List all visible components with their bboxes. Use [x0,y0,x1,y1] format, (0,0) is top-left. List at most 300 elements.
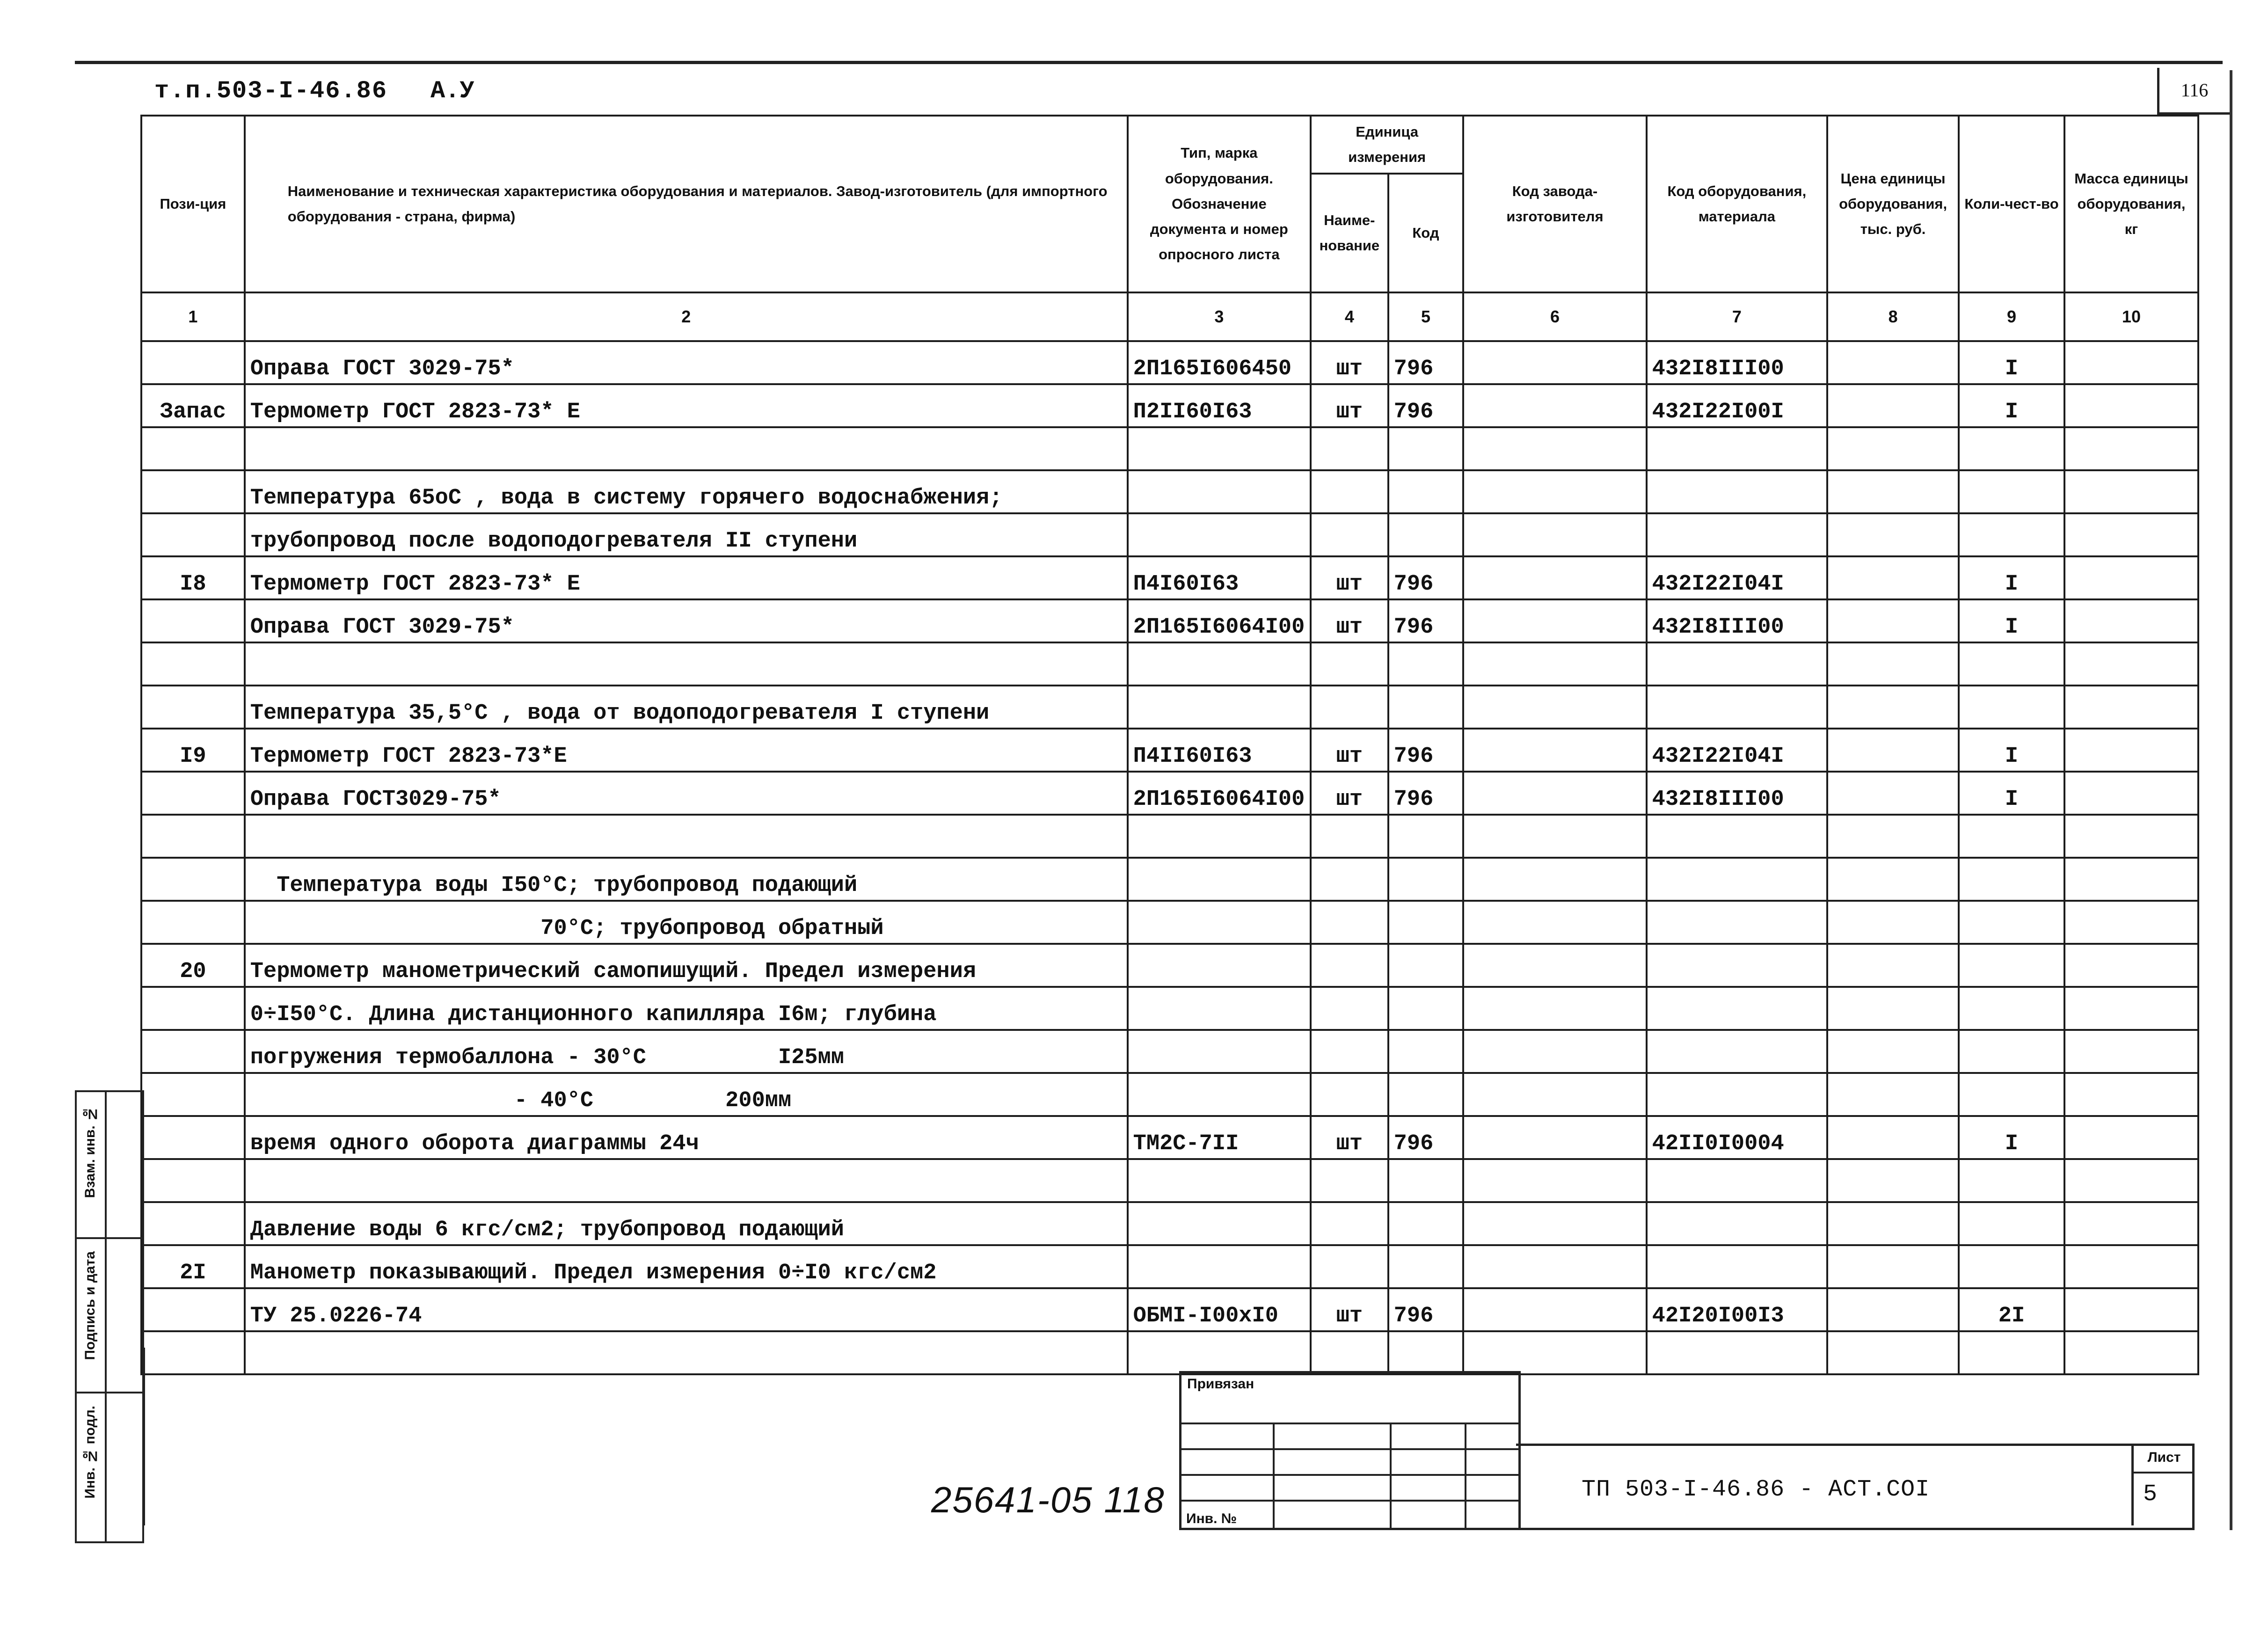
cell-mass [2064,1202,2198,1245]
cell-price [1827,901,1959,944]
cell-type: П4I60I63 [1128,556,1311,599]
cell-mass [2064,556,2198,599]
cell-plant-code [1463,858,1646,901]
cell-position [141,1116,245,1159]
cell-price [1827,513,1959,556]
col-num: 5 [1388,292,1464,341]
strip-divider [77,1237,142,1239]
cell-type [1128,1202,1311,1245]
cell-equipment-code [1647,1159,1827,1202]
cell-name: Оправа ГОСТ 3029-75* [245,341,1128,384]
cell-position [141,599,245,642]
cell-plant-code [1463,556,1646,599]
cell-equipment-code: 432I22I00I [1647,384,1827,427]
cell-equipment-code [1647,944,1827,987]
cell-unit [1311,470,1388,513]
cell-quantity [1959,901,2064,944]
frame-right-line [2230,70,2232,1530]
cell-unit-code: 796 [1388,729,1464,772]
table-row [141,513,2198,556]
col-title-position: Пози-ция [141,116,245,292]
cell-plant-code [1463,987,1646,1030]
cell-unit-code [1388,427,1464,470]
cell-mass [2064,686,2198,729]
cell-position [141,815,245,858]
cell-equipment-code: 42II0I0004 [1647,1116,1827,1159]
cell-unit [1311,987,1388,1030]
cell-quantity [1959,427,2064,470]
cell-unit-code: 796 [1388,341,1464,384]
cell-plant-code [1463,815,1646,858]
stamp-line [1181,1422,1518,1424]
col-num: 1 [141,292,245,341]
cell-unit-code [1388,901,1464,944]
cell-mass [2064,642,2198,686]
cell-mass [2064,1245,2198,1288]
cell-unit-code: 796 [1388,772,1464,815]
cell-quantity [1959,1245,2064,1288]
cell-type: П4II60I63 [1128,729,1311,772]
cell-position [141,987,245,1030]
cell-type [1128,1245,1311,1288]
cell-unit [1311,1030,1388,1073]
cell-unit-code [1388,815,1464,858]
cell-name [245,642,1128,686]
table-row [141,686,2198,729]
col-num: 3 [1128,292,1311,341]
col-num: 2 [245,292,1128,341]
col-title-quantity: Коли-чест-во [1959,116,2064,292]
cell-unit: шт [1311,341,1388,384]
table-row [141,1073,2198,1116]
table-row [141,729,2198,772]
cell-unit-code [1388,987,1464,1030]
cell-equipment-code [1647,642,1827,686]
cell-price [1827,384,1959,427]
cell-position [141,1030,245,1073]
cell-type [1128,815,1311,858]
cell-plant-code [1463,772,1646,815]
cell-equipment-code: 432I22I04I [1647,556,1827,599]
cell-unit-code [1388,642,1464,686]
cell-mass [2064,858,2198,901]
table-row [141,1159,2198,1202]
cell-unit-code: 796 [1388,599,1464,642]
cell-mass [2064,729,2198,772]
binding-stamp [1179,1371,1521,1530]
cell-unit: шт [1311,772,1388,815]
table-row [141,341,2198,384]
cell-quantity [1959,815,2064,858]
cell-name [245,815,1128,858]
cell-name: Температура 35,5°С , вода от водоподогревателя I ступени [245,686,1128,729]
header-doc-code: т.п.503-I-46.86 [154,77,388,105]
cell-equipment-code: 432I8III00 [1647,341,1827,384]
cell-position [141,1073,245,1116]
cell-equipment-code [1647,686,1827,729]
cell-equipment-code [1647,1202,1827,1245]
cell-position: I8 [141,556,245,599]
cell-quantity: I [1959,341,2064,384]
cell-price [1827,599,1959,642]
cell-quantity: 2I [1959,1288,2064,1331]
table-row [141,901,2198,944]
strip-divider [77,1392,142,1393]
cell-plant-code [1463,1073,1646,1116]
cell-quantity: I [1959,384,2064,427]
specification-body [141,341,2198,1374]
cell-equipment-code: 42I20I00I3 [1647,1288,1827,1331]
cell-equipment-code [1647,987,1827,1030]
cell-unit [1311,686,1388,729]
stamp-line [1181,1448,1518,1450]
cell-quantity: I [1959,729,2064,772]
cell-equipment-code [1647,470,1827,513]
cell-price [1827,642,1959,686]
cell-price [1827,427,1959,470]
cell-position [141,901,245,944]
cell-position [141,686,245,729]
cell-equipment-code [1647,1245,1827,1288]
cell-plant-code [1463,341,1646,384]
cell-plant-code [1463,513,1646,556]
specification-table [140,115,2199,1375]
cell-type [1128,1073,1311,1116]
table-row [141,858,2198,901]
cell-position [141,642,245,686]
table-row [141,1288,2198,1331]
cell-price [1827,858,1959,901]
cell-price [1827,987,1959,1030]
cell-mass [2064,901,2198,944]
cell-price [1827,1202,1959,1245]
col-num: 8 [1827,292,1959,341]
cell-price [1827,729,1959,772]
table-row [141,427,2198,470]
cell-unit-code [1388,1202,1464,1245]
cell-position [141,427,245,470]
cell-type: 2П165I6064I00 [1128,599,1311,642]
cell-price [1827,815,1959,858]
col-title-price: Цена единицы оборудования, тыс. руб. [1827,116,1959,292]
cell-unit-code: 796 [1388,1288,1464,1331]
cell-quantity [1959,470,2064,513]
sheet-box [2131,1444,2195,1525]
cell-equipment-code [1647,1073,1827,1116]
cell-unit-code [1388,1073,1464,1116]
cell-unit [1311,815,1388,858]
cell-name: Оправа ГОСТ 3029-75* [245,599,1128,642]
cell-equipment-code: 432I8III00 [1647,772,1827,815]
cell-unit: шт [1311,599,1388,642]
cell-type: ТМ2С-7II [1128,1116,1311,1159]
cell-plant-code [1463,642,1646,686]
cell-plant-code [1463,1245,1646,1288]
cell-name: Давление воды 6 кгс/см2; трубопровод подающий [245,1202,1128,1245]
cell-plant-code [1463,384,1646,427]
cell-plant-code [1463,944,1646,987]
table-row [141,772,2198,815]
cell-price [1827,686,1959,729]
sheet-label: Лист [2134,1444,2195,1474]
cell-price [1827,1288,1959,1331]
cell-name: Оправа ГОСТ3029-75* [245,772,1128,815]
cell-unit [1311,901,1388,944]
cell-mass [2064,944,2198,987]
cell-type [1128,470,1311,513]
cell-unit-code [1388,686,1464,729]
stamp-caption: Привязан [1187,1376,1254,1392]
cell-equipment-code [1647,513,1827,556]
cell-quantity [1959,513,2064,556]
cell-unit-code [1388,470,1464,513]
cell-unit: шт [1311,729,1388,772]
cell-quantity: I [1959,772,2064,815]
cell-mass [2064,1159,2198,1202]
cell-price [1827,944,1959,987]
cell-type [1128,686,1311,729]
cell-quantity [1959,686,2064,729]
cell-type [1128,1159,1311,1202]
cell-position [141,1288,245,1331]
table-row [141,987,2198,1030]
stamp-line [1465,1422,1466,1528]
cell-plant-code [1463,427,1646,470]
cell-plant-code [1463,1202,1646,1245]
col-title-name: Наименование и техническая характеристика оборудования и материалов. Завод-изготовитель (для импортного оборудования - страна, фирма) [245,116,1128,292]
col-num: 10 [2064,292,2198,341]
cell-quantity [1959,1202,2064,1245]
cell-mass [2064,470,2198,513]
stamp-line [1390,1422,1392,1528]
cell-position [141,858,245,901]
column-number-row [141,292,2198,341]
cell-position [141,513,245,556]
table-row [141,470,2198,513]
cell-equipment-code [1647,427,1827,470]
cell-position [141,772,245,815]
col-num: 9 [1959,292,2064,341]
cell-unit: шт [1311,556,1388,599]
table-row [141,815,2198,858]
cell-equipment-code [1647,815,1827,858]
cell-position [141,341,245,384]
title-block-doc-code: ТП 503-I-46.86 - АСТ.СОI [1582,1476,1930,1503]
cell-quantity: I [1959,599,2064,642]
col-subtitle-unit-name: Наиме-нование [1311,174,1388,292]
cell-quantity [1959,1159,2064,1202]
cell-quantity [1959,1030,2064,1073]
cell-unit-code: 796 [1388,556,1464,599]
cell-equipment-code [1647,858,1827,901]
cell-unit [1311,513,1388,556]
cell-unit-code [1388,858,1464,901]
cell-name [245,427,1128,470]
cell-price [1827,772,1959,815]
cell-mass [2064,341,2198,384]
table-row [141,384,2198,427]
cell-name: ТУ 25.0226-74 [245,1288,1128,1331]
cell-plant-code [1463,470,1646,513]
cell-unit: шт [1311,1288,1388,1331]
cell-price [1827,1073,1959,1116]
table-row [141,1202,2198,1245]
cell-unit [1311,1202,1388,1245]
cell-mass [2064,1073,2198,1116]
cell-mass [2064,1288,2198,1331]
sheet-number-corner: 116 [2157,68,2230,115]
cell-plant-code [1463,686,1646,729]
cell-position: 20 [141,944,245,987]
cell-type [1128,901,1311,944]
cell-position: I9 [141,729,245,772]
cell-type [1128,513,1311,556]
col-num: 4 [1311,292,1388,341]
cell-type [1128,427,1311,470]
cell-quantity [1959,987,2064,1030]
table-row [141,1116,2198,1159]
cell-type [1128,944,1311,987]
cell-equipment-code [1647,901,1827,944]
cell-unit [1311,944,1388,987]
cell-mass [2064,1116,2198,1159]
cell-name: Температура 65оС , вода в систему горячего водоснабжения; [245,470,1128,513]
cell-type [1128,642,1311,686]
cell-name: Термометр манометрический самопишущий. Предел измерения [245,944,1128,987]
cell-type [1128,1030,1311,1073]
cell-name [245,1159,1128,1202]
cell-unit [1311,1159,1388,1202]
col-num: 6 [1463,292,1646,341]
cell-price [1827,1030,1959,1073]
cell-price [1827,470,1959,513]
col-title-mass: Масса единицы оборудования, кг [2064,116,2198,292]
cell-position [141,1202,245,1245]
table-row [141,599,2198,642]
cell-name: Термометр ГОСТ 2823-73*Е [245,729,1128,772]
cell-price [1827,1159,1959,1202]
cell-equipment-code: 432I8III00 [1647,599,1827,642]
cell-plant-code [1463,599,1646,642]
header-album: А.У [430,77,474,105]
stamp-line [1181,1500,1518,1502]
cell-unit [1311,1245,1388,1288]
cell-plant-code [1463,1116,1646,1159]
cell-mass [2064,599,2198,642]
cell-type [1128,987,1311,1030]
cell-unit [1311,1073,1388,1116]
cell-equipment-code: 432I22I04I [1647,729,1827,772]
cell-plant-code [1463,1288,1646,1331]
cell-name: Термометр ГОСТ 2823-73* Е [245,384,1128,427]
cell-unit-code [1388,944,1464,987]
cell-mass [2064,384,2198,427]
cell-position [141,1159,245,1202]
col-title-equipment-code: Код оборудования, материала [1647,116,1827,292]
strip-label-replace-inv: Взам. инв. № [82,1106,98,1198]
cell-unit-code: 796 [1388,1116,1464,1159]
cell-mass [2064,427,2198,470]
cell-quantity [1959,944,2064,987]
cell-unit-code [1388,1245,1464,1288]
table-row [141,944,2198,987]
col-title-plant-code: Код завода-изготовителя [1463,116,1646,292]
cell-type [1128,858,1311,901]
cell-name: 0÷I50°С. Длина дистанционного капилляра I6м; глубина [245,987,1128,1030]
cell-price [1827,1116,1959,1159]
cell-type: П2II60I63 [1128,384,1311,427]
archive-number: 25641-05 118 [931,1479,1165,1520]
cell-name: время одного оборота диаграммы 24ч [245,1116,1128,1159]
cell-name: - 40°С 200мм [245,1073,1128,1116]
cell-name: Манометр показывающий. Предел измерения 0÷I0 кгс/см2 [245,1245,1128,1288]
cell-quantity [1959,1073,2064,1116]
cell-mass [2064,772,2198,815]
col-title-type: Тип, марка оборудования. Обозначение документа и номер опросного листа [1128,116,1311,292]
cell-price [1827,341,1959,384]
cell-name: Термометр ГОСТ 2823-73* Е [245,556,1128,599]
cell-mass [2064,987,2198,1030]
stamp-line [1273,1422,1275,1528]
cell-unit [1311,642,1388,686]
table-row [141,556,2198,599]
cell-quantity [1959,858,2064,901]
cell-mass [2064,1030,2198,1073]
stamp-inv-label: Инв. № [1186,1511,1237,1526]
cell-name: погружения термобаллона - 30°С I25мм [245,1030,1128,1073]
table-row [141,1030,2198,1073]
cell-unit [1311,427,1388,470]
cell-position: 2I [141,1245,245,1288]
cell-unit-code [1388,1159,1464,1202]
cell-plant-code [1463,1030,1646,1073]
cell-name: 70°С; трубопровод обратный [245,901,1128,944]
strip-label-inv-orig: Инв. № подл. [82,1406,98,1499]
table-header-row [141,116,2198,174]
cell-position [141,470,245,513]
cell-unit-code [1388,513,1464,556]
cell-quantity: I [1959,1116,2064,1159]
cell-price [1827,1245,1959,1288]
table-row [141,642,2198,686]
sheet-number: 5 [2143,1481,2158,1508]
cell-unit-code [1388,1030,1464,1073]
cell-plant-code [1463,901,1646,944]
cell-quantity [1959,642,2064,686]
cell-mass [2064,815,2198,858]
cell-unit [1311,858,1388,901]
cell-unit: шт [1311,384,1388,427]
col-num: 7 [1647,292,1827,341]
cell-type: 2П165I6064I00 [1128,772,1311,815]
cell-equipment-code [1647,1030,1827,1073]
cell-name: Температура воды I50°С; трубопровод подающий [245,858,1128,901]
col-subtitle-unit-code: Код [1388,174,1464,292]
cell-quantity: I [1959,556,2064,599]
cell-name: трубопровод после водоподогревателя II ступени [245,513,1128,556]
cell-price [1827,556,1959,599]
col-title-unit: Единица измерения [1311,116,1463,174]
table-row [141,1245,2198,1288]
strip-divider [105,1092,107,1541]
binding-strip [75,1090,144,1543]
cell-plant-code [1463,729,1646,772]
frame-top-line [75,61,2223,64]
cell-unit: шт [1311,1116,1388,1159]
cell-position: Запас [141,384,245,427]
cell-mass [2064,513,2198,556]
stamp-line [1181,1474,1518,1476]
